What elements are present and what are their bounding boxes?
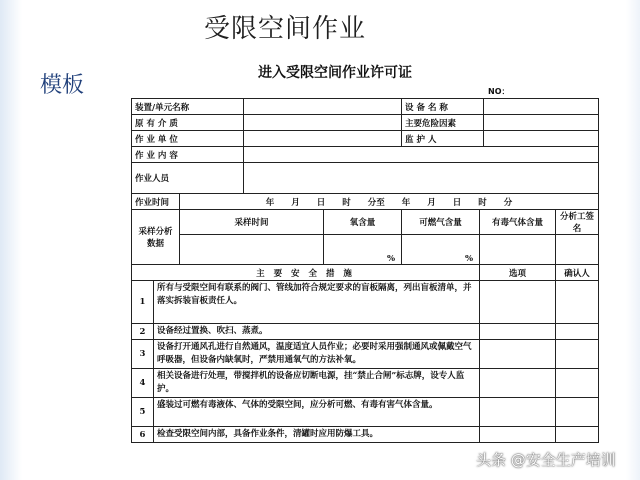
measure-text: 盛装过可燃有毒液体、气体的受限空间，应分析可燃、有毒有害气体含量。 [154, 398, 480, 427]
sampling-header-oxygen: 氧含量 [324, 210, 402, 235]
guardian-value[interactable] [484, 131, 599, 147]
guardian-label: 监 护 人 [402, 131, 484, 147]
slide-title: 受限空间作业 [204, 14, 367, 44]
sampling-header-flammable: 可燃气含量 [402, 210, 480, 235]
oxygen-value[interactable]: % [324, 235, 402, 265]
measure-row [132, 324, 599, 340]
measure-option[interactable] [480, 324, 556, 340]
row-unit-equipment [132, 99, 599, 115]
measure-text: 所有与受限空间有联系的阀门、管线加符合规定要求的盲板隔离，列出盲板清单，并落实拆装盲板责任人。 [154, 281, 480, 324]
confirm-header: 确认人 [556, 265, 599, 281]
measure-number: 6 [132, 427, 154, 443]
row-measures-header [132, 265, 599, 281]
row-sampling-header [132, 210, 599, 235]
row-workunit-guardian [132, 131, 599, 147]
measure-text: 相关设备进行处理，带搅拌机的设备应切断电源，挂“禁止合闸”标志牌，设专人监护。 [154, 369, 480, 398]
slide-right-band [626, 0, 640, 480]
row-sampling-values [132, 235, 599, 265]
unit-label: 装置/单元名称 [132, 99, 244, 115]
measures-header: 主 要 安 全 措 施 [132, 265, 480, 281]
sampling-header-signature: 分析工签名 [556, 210, 599, 235]
measure-option[interactable] [480, 281, 556, 324]
measure-text: 设备经过置换、吹扫、蒸煮。 [154, 324, 480, 340]
signature-value[interactable] [556, 235, 599, 265]
slide-left-band [0, 0, 22, 480]
sampling-label: 采样分析数据 [132, 210, 180, 265]
measure-number: 2 [132, 324, 154, 340]
personnel-label: 作业人员 [132, 163, 244, 194]
measure-option[interactable] [480, 340, 556, 369]
measure-row [132, 281, 599, 324]
serial-number-label: NO： [488, 87, 510, 96]
measure-confirm[interactable] [556, 427, 599, 443]
measure-option[interactable] [480, 369, 556, 398]
measure-number: 3 [132, 340, 154, 369]
measure-confirm[interactable] [556, 281, 599, 324]
content-value[interactable] [244, 147, 599, 163]
hazard-value[interactable] [484, 115, 599, 131]
toxic-value[interactable] [480, 235, 556, 265]
form-title: 进入受限空间作业许可证 [258, 65, 412, 81]
work-unit-label: 作 业 单 位 [132, 131, 244, 147]
measure-text: 检查受限空间内部，具备作业条件，清罐时应用防爆工具。 [154, 427, 480, 443]
measure-confirm[interactable] [556, 340, 599, 369]
sampling-time-value[interactable] [180, 235, 324, 265]
time-label: 作业时间 [132, 194, 180, 210]
measure-option[interactable] [480, 398, 556, 427]
equipment-value[interactable] [484, 99, 599, 115]
sampling-header-toxic: 有毒气体含量 [480, 210, 556, 235]
measure-row [132, 340, 599, 369]
watermark: 头条 @安全生产培训 [476, 451, 616, 469]
medium-value[interactable] [244, 115, 402, 131]
work-unit-value[interactable] [244, 131, 402, 147]
sampling-header-time: 采样时间 [180, 210, 324, 235]
time-format[interactable]: 年 月 日 时 分至 年 月 日 时 分 [180, 194, 599, 210]
equipment-label: 设 备 名 称 [402, 99, 484, 115]
personnel-value[interactable] [244, 163, 599, 194]
medium-label: 原 有 介 质 [132, 115, 244, 131]
measure-number: 1 [132, 281, 154, 324]
permit-table [131, 98, 599, 443]
measure-row [132, 369, 599, 398]
content-label: 作 业 内 容 [132, 147, 244, 163]
row-personnel [132, 163, 599, 194]
measure-row [132, 398, 599, 427]
measure-confirm[interactable] [556, 369, 599, 398]
unit-value[interactable] [244, 99, 402, 115]
row-time [132, 194, 599, 210]
measure-option[interactable] [480, 427, 556, 443]
option-header: 选项 [480, 265, 556, 281]
flammable-value[interactable]: % [402, 235, 480, 265]
hazard-label: 主要危险因素 [402, 115, 484, 131]
measure-number: 5 [132, 398, 154, 427]
measure-number: 4 [132, 369, 154, 398]
measure-text: 设备打开通风孔进行自然通风，温度适宜人员作业；必要时采用强制通风或佩戴空气呼吸器，但设备内缺氧时，严禁用通氧气的方法补氧。 [154, 340, 480, 369]
template-label: 模板 [40, 73, 85, 98]
row-content [132, 147, 599, 163]
row-medium-hazard [132, 115, 599, 131]
measure-confirm[interactable] [556, 324, 599, 340]
measure-row [132, 427, 599, 443]
measure-confirm[interactable] [556, 398, 599, 427]
